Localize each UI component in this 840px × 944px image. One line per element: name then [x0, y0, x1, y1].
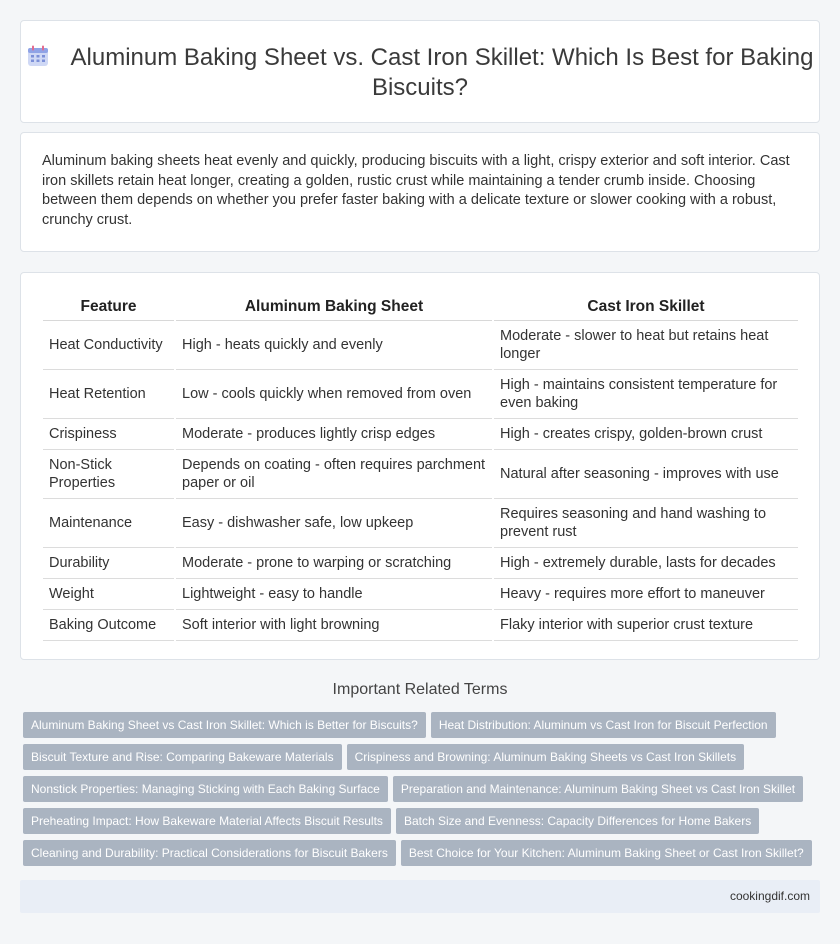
related-term-tag[interactable]: Aluminum Baking Sheet vs Cast Iron Skillet: Which is Better for Biscuits?	[23, 712, 426, 738]
footer-site-link[interactable]: cookingdif.com	[729, 889, 810, 903]
related-term-tag[interactable]: Heat Distribution: Aluminum vs Cast Iron for Biscuit Perfection	[431, 712, 776, 738]
row-feature: Durability	[43, 547, 175, 578]
summary-card	[20, 132, 820, 252]
row-cast-iron: Moderate - slower to heat but retains heat longer	[493, 320, 798, 369]
row-cast-iron: Natural after seasoning - improves with use	[493, 449, 798, 498]
row-aluminum: Lightweight - easy to handle	[175, 578, 493, 609]
row-aluminum: High - heats quickly and evenly	[175, 320, 493, 369]
table-row	[43, 320, 798, 369]
row-feature: Heat Retention	[43, 369, 175, 418]
footer	[20, 880, 820, 913]
row-cast-iron: High - extremely durable, lasts for decades	[493, 547, 798, 578]
row-cast-iron: Flaky interior with superior crust texture	[493, 609, 798, 640]
table-row	[43, 609, 798, 640]
related-term-tag[interactable]: Cleaning and Durability: Practical Considerations for Biscuit Bakers	[23, 840, 396, 866]
page-title-wrap	[21, 43, 819, 103]
row-feature: Weight	[43, 578, 175, 609]
related-term-tag[interactable]: Preparation and Maintenance: Aluminum Baking Sheet vs Cast Iron Skillet	[393, 776, 803, 802]
related-term-tag[interactable]: Preheating Impact: How Bakeware Material Affects Biscuit Results	[23, 808, 391, 834]
row-feature: Heat Conductivity	[43, 320, 175, 369]
table-row	[43, 449, 798, 498]
row-feature: Maintenance	[43, 498, 175, 547]
page-title: Aluminum Baking Sheet vs. Cast Iron Skillet: Which Is Best for Baking Biscuits?	[70, 44, 814, 101]
row-aluminum: Easy - dishwasher safe, low upkeep	[175, 498, 493, 547]
row-feature: Crispiness	[43, 418, 175, 449]
related-term-tag[interactable]: Batch Size and Evenness: Capacity Differences for Home Bakers	[396, 808, 759, 834]
comparison-table-card	[20, 272, 820, 660]
row-aluminum: Moderate - produces lightly crisp edges	[175, 418, 493, 449]
row-aluminum: Low - cools quickly when removed from oven	[175, 369, 493, 418]
table-row	[43, 547, 798, 578]
related-term-tag[interactable]: Crispiness and Browning: Aluminum Baking Sheets vs Cast Iron Skillets	[347, 744, 745, 770]
summary-text: Aluminum baking sheets heat evenly and quickly, producing biscuits with a light, crispy exterior and soft interior. Cast iron skillets retain heat longer, creating a golden, rustic crust while maintaining a tender crumb inside. Choosing between them depends on whether you prefer faster baking with a delicate texture or slower cooking with a robust, crunchy crust.	[42, 153, 790, 228]
row-cast-iron: Requires seasoning and hand washing to prevent rust	[493, 498, 798, 547]
comparison-table	[43, 295, 798, 641]
calendar-icon	[27, 45, 49, 67]
row-cast-iron: High - creates crispy, golden-brown crust	[493, 418, 798, 449]
title-card	[20, 20, 820, 123]
row-feature: Non-Stick Properties	[43, 449, 175, 498]
header-aluminum: Aluminum Baking Sheet	[175, 295, 493, 320]
table-row	[43, 498, 798, 547]
header-feature: Feature	[43, 295, 175, 320]
header-cast-iron: Cast Iron Skillet	[493, 295, 798, 320]
row-aluminum: Soft interior with light browning	[175, 609, 493, 640]
row-aluminum: Moderate - prone to warping or scratching	[175, 547, 493, 578]
row-feature: Baking Outcome	[43, 609, 175, 640]
related-terms-heading: Important Related Terms	[332, 681, 508, 698]
row-cast-iron: High - maintains consistent temperature for even baking	[493, 369, 798, 418]
related-term-tag[interactable]: Best Choice for Your Kitchen: Aluminum Baking Sheet or Cast Iron Skillet?	[401, 840, 812, 866]
row-cast-iron: Heavy - requires more effort to maneuver	[493, 578, 798, 609]
table-row	[43, 418, 798, 449]
table-row	[43, 578, 798, 609]
table-header-row	[43, 295, 798, 320]
related-terms-list	[23, 712, 823, 872]
table-row	[43, 369, 798, 418]
related-term-tag[interactable]: Biscuit Texture and Rise: Comparing Bakeware Materials	[23, 744, 342, 770]
row-aluminum: Depends on coating - often requires parchment paper or oil	[175, 449, 493, 498]
related-term-tag[interactable]: Nonstick Properties: Managing Sticking with Each Baking Surface	[23, 776, 388, 802]
